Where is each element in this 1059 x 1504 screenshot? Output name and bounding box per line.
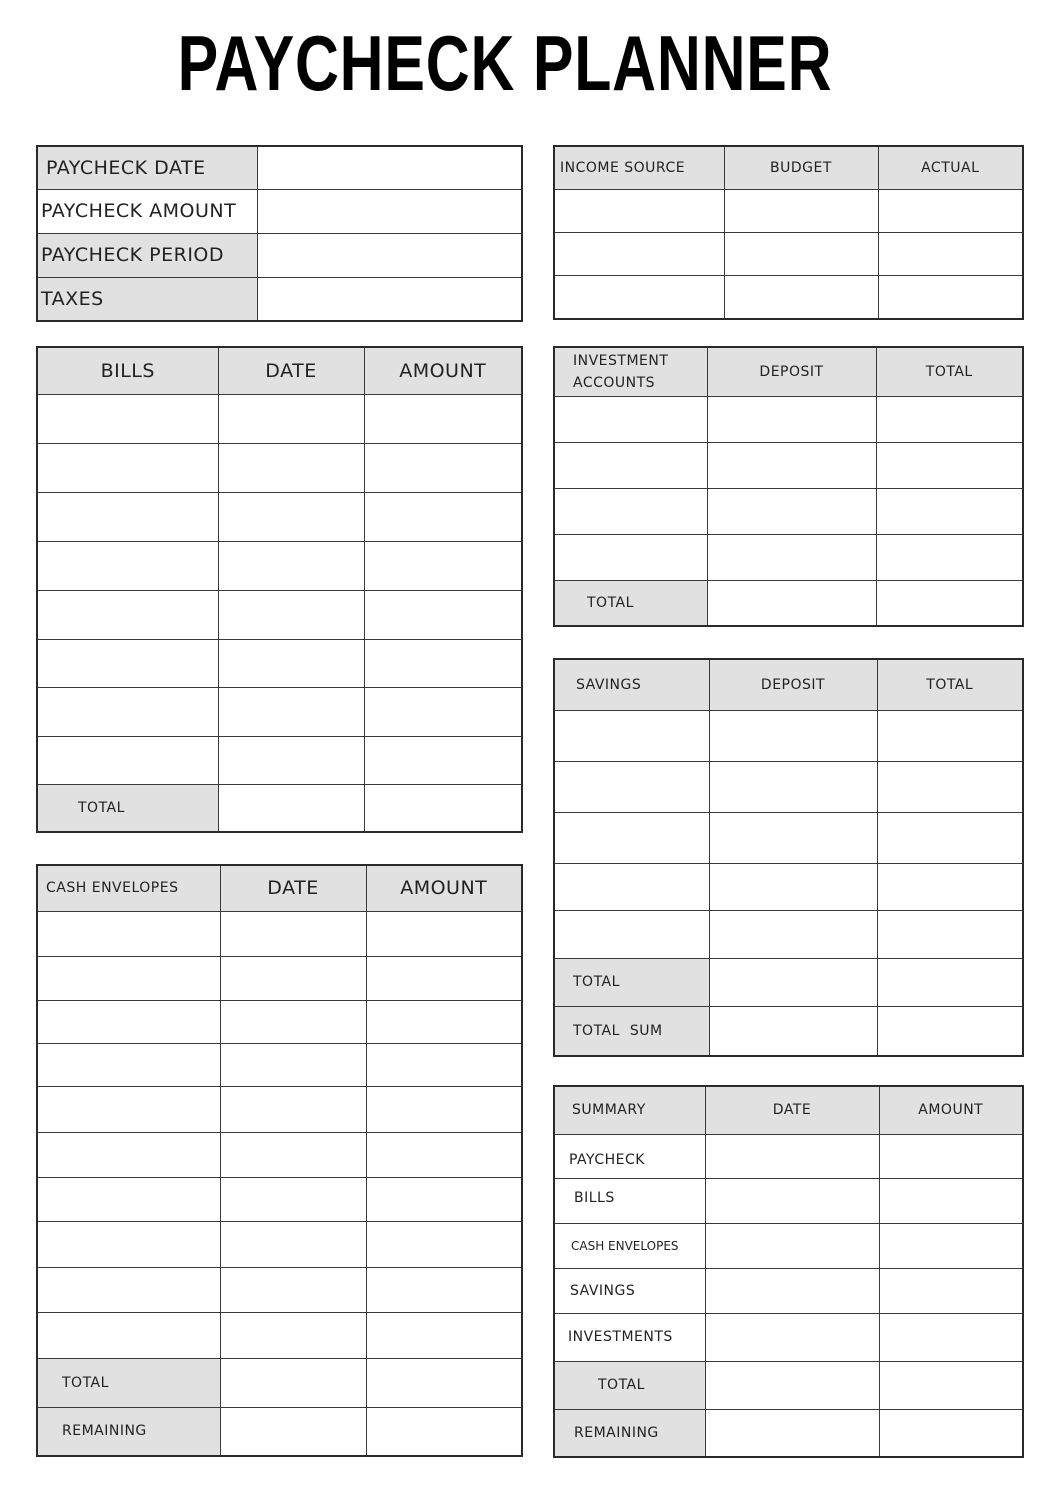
envelope-date-cell[interactable]	[220, 956, 366, 1000]
summary-savings-date-cell[interactable]	[705, 1268, 879, 1313]
summary-investments-amount-cell[interactable]	[879, 1313, 1023, 1361]
summary-bills-amount-cell[interactable]	[879, 1178, 1023, 1223]
bill-date-cell[interactable]	[218, 590, 364, 639]
bill-name-cell[interactable]	[37, 687, 218, 736]
savings-total-cell[interactable]	[877, 910, 1023, 958]
bills-header: BILLS	[37, 347, 218, 394]
investment-header-line1: INVESTMENT	[573, 352, 669, 369]
table-row	[37, 1043, 522, 1086]
savings-deposit-header: DEPOSIT	[709, 659, 877, 710]
investment-account-cell[interactable]	[554, 534, 707, 580]
envelope-amount-cell[interactable]	[366, 1267, 522, 1312]
cash-envelopes-date-header: DATE	[220, 865, 366, 911]
investments-total-total-cell[interactable]	[876, 580, 1023, 626]
summary-cash-envelopes-date-cell[interactable]	[705, 1223, 879, 1268]
table-row	[37, 1312, 522, 1358]
savings-total-cell[interactable]	[877, 863, 1023, 910]
envelope-amount-cell[interactable]	[366, 1177, 522, 1221]
table-row	[37, 736, 522, 784]
bill-date-cell[interactable]	[218, 639, 364, 687]
summary-savings-amount-cell[interactable]	[879, 1268, 1023, 1313]
investment-deposit-cell[interactable]	[707, 534, 876, 580]
investment-total-cell[interactable]	[876, 488, 1023, 534]
investments-total-label: TOTAL	[554, 580, 707, 626]
envelope-date-cell[interactable]	[220, 911, 366, 956]
summary-cash-envelopes-amount-cell[interactable]	[879, 1223, 1023, 1268]
savings-table	[553, 658, 1024, 1057]
envelope-amount-cell[interactable]	[366, 956, 522, 1000]
savings-deposit-cell[interactable]	[709, 761, 877, 812]
table-row	[554, 442, 1023, 488]
budget-cell[interactable]	[724, 189, 878, 232]
income-source-cell[interactable]	[554, 275, 724, 319]
bill-amount-cell[interactable]	[364, 590, 522, 639]
taxes-label: TAXES	[37, 277, 257, 321]
savings-total-total-cell[interactable]	[877, 958, 1023, 1006]
table-row	[554, 812, 1023, 863]
paycheck-amount-label: PAYCHECK AMOUNT	[37, 189, 257, 233]
savings-deposit-cell[interactable]	[709, 910, 877, 958]
cash-envelopes-total-label: TOTAL	[37, 1358, 220, 1407]
savings-total-sum-total-cell[interactable]	[877, 1006, 1023, 1056]
savings-name-cell[interactable]	[554, 863, 709, 910]
bills-date-header: DATE	[218, 347, 364, 394]
envelope-date-cell[interactable]	[220, 1000, 366, 1043]
income-table	[553, 145, 1024, 320]
table-row	[37, 956, 522, 1000]
cash-envelopes-remaining-date-cell[interactable]	[220, 1407, 366, 1456]
cash-envelopes-remaining-label: REMAINING	[37, 1407, 220, 1456]
bill-amount-cell[interactable]	[364, 639, 522, 687]
envelope-name-cell[interactable]	[37, 1221, 220, 1267]
summary-date-header: DATE	[705, 1086, 879, 1134]
savings-header: SAVINGS	[554, 659, 709, 710]
taxes-field[interactable]	[257, 277, 522, 321]
bill-amount-cell[interactable]	[364, 687, 522, 736]
summary-paycheck-amount-cell[interactable]	[879, 1134, 1023, 1178]
summary-investments-label: INVESTMENTS	[554, 1313, 705, 1361]
paycheck-period-field[interactable]	[257, 233, 522, 277]
savings-total-sum-label: TOTAL SUM	[554, 1006, 709, 1056]
cash-envelopes-total-date-cell[interactable]	[220, 1358, 366, 1407]
table-row	[554, 396, 1023, 442]
savings-name-cell[interactable]	[554, 710, 709, 761]
envelope-date-cell[interactable]	[220, 1043, 366, 1086]
envelope-amount-cell[interactable]	[366, 1086, 522, 1132]
budget-header: BUDGET	[724, 146, 878, 189]
table-row	[554, 275, 1023, 319]
cash-envelopes-header: CASH ENVELOPES	[37, 865, 220, 911]
table-row	[37, 639, 522, 687]
envelope-date-cell[interactable]	[220, 1267, 366, 1312]
bill-date-cell[interactable]	[218, 443, 364, 492]
investment-total-header: TOTAL	[876, 347, 1023, 396]
envelope-name-cell[interactable]	[37, 1000, 220, 1043]
investment-account-cell[interactable]	[554, 488, 707, 534]
bill-name-cell[interactable]	[37, 639, 218, 687]
paycheck-date-label: PAYCHECK DATE	[37, 146, 257, 189]
table-row	[554, 910, 1023, 958]
budget-cell[interactable]	[724, 275, 878, 319]
bill-amount-cell[interactable]	[364, 736, 522, 784]
savings-total-cell[interactable]	[877, 812, 1023, 863]
investment-header-line2: ACCOUNTS	[573, 374, 656, 391]
bill-amount-cell[interactable]	[364, 492, 522, 541]
envelope-amount-cell[interactable]	[366, 1312, 522, 1358]
income-source-cell[interactable]	[554, 232, 724, 275]
envelope-amount-cell[interactable]	[366, 1043, 522, 1086]
savings-total-deposit-cell[interactable]	[709, 958, 877, 1006]
envelope-date-cell[interactable]	[220, 1177, 366, 1221]
table-row	[554, 488, 1023, 534]
summary-amount-header: AMOUNT	[879, 1086, 1023, 1134]
bill-date-cell[interactable]	[218, 394, 364, 443]
investments-table	[553, 346, 1024, 627]
actual-header: ACTUAL	[878, 146, 1023, 189]
bill-name-cell[interactable]	[37, 443, 218, 492]
table-row	[37, 1000, 522, 1043]
bills-total-date-cell[interactable]	[218, 784, 364, 832]
budget-cell[interactable]	[724, 232, 878, 275]
bill-date-cell[interactable]	[218, 736, 364, 784]
table-row	[554, 534, 1023, 580]
bill-name-cell[interactable]	[37, 492, 218, 541]
table-row	[37, 394, 522, 443]
envelope-amount-cell[interactable]	[366, 1221, 522, 1267]
envelope-name-cell[interactable]	[37, 1267, 220, 1312]
table-row	[37, 590, 522, 639]
table-row	[37, 1132, 522, 1177]
savings-name-cell[interactable]	[554, 761, 709, 812]
savings-total-header: TOTAL	[877, 659, 1023, 710]
table-row	[37, 492, 522, 541]
investments-total-deposit-cell[interactable]	[707, 580, 876, 626]
table-row	[554, 761, 1023, 812]
table-row	[554, 189, 1023, 232]
savings-name-cell[interactable]	[554, 812, 709, 863]
envelope-name-cell[interactable]	[37, 1086, 220, 1132]
table-row	[554, 863, 1023, 910]
investment-total-cell[interactable]	[876, 396, 1023, 442]
investment-total-cell[interactable]	[876, 534, 1023, 580]
investment-deposit-cell[interactable]	[707, 488, 876, 534]
table-row	[37, 911, 522, 956]
envelope-date-cell[interactable]	[220, 1221, 366, 1267]
bills-amount-header: AMOUNT	[364, 347, 522, 394]
bill-amount-cell[interactable]	[364, 541, 522, 590]
summary-paycheck-label: PAYCHECK	[554, 1134, 705, 1178]
table-row	[37, 1086, 522, 1132]
income-source-header: INCOME SOURCE	[554, 146, 724, 189]
cash-envelopes-remaining-amount-cell[interactable]	[366, 1407, 522, 1456]
actual-cell[interactable]	[878, 275, 1023, 319]
table-row	[37, 1177, 522, 1221]
paycheck-date-field[interactable]	[257, 146, 522, 189]
envelope-name-cell[interactable]	[37, 1312, 220, 1358]
bills-total-label: TOTAL	[37, 784, 218, 832]
bill-amount-cell[interactable]	[364, 394, 522, 443]
envelope-date-cell[interactable]	[220, 1132, 366, 1177]
investment-deposit-cell[interactable]	[707, 442, 876, 488]
table-row	[554, 710, 1023, 761]
investment-account-cell[interactable]	[554, 396, 707, 442]
envelope-amount-cell[interactable]	[366, 1132, 522, 1177]
summary-remaining-amount-cell[interactable]	[879, 1409, 1023, 1457]
savings-total-cell[interactable]	[877, 710, 1023, 761]
savings-total-label: TOTAL	[554, 958, 709, 1006]
summary-savings-label: SAVINGS	[554, 1268, 705, 1313]
cash-envelopes-total-amount-cell[interactable]	[366, 1358, 522, 1407]
savings-deposit-cell[interactable]	[709, 863, 877, 910]
page-title: PAYCHECK PLANNER	[177, 19, 833, 107]
bill-name-cell[interactable]	[37, 590, 218, 639]
bill-date-cell[interactable]	[218, 541, 364, 590]
savings-name-cell[interactable]	[554, 910, 709, 958]
table-row	[37, 1221, 522, 1267]
envelope-name-cell[interactable]	[37, 1177, 220, 1221]
bill-name-cell[interactable]	[37, 394, 218, 443]
envelope-date-cell[interactable]	[220, 1312, 366, 1358]
bill-name-cell[interactable]	[37, 736, 218, 784]
envelope-amount-cell[interactable]	[366, 1000, 522, 1043]
bill-amount-cell[interactable]	[364, 443, 522, 492]
summary-investments-date-cell[interactable]	[705, 1313, 879, 1361]
summary-bills-date-cell[interactable]	[705, 1178, 879, 1223]
table-row	[37, 687, 522, 736]
investment-account-cell[interactable]	[554, 442, 707, 488]
bills-total-amount-cell[interactable]	[364, 784, 522, 832]
summary-bills-label: BILLS	[554, 1178, 705, 1223]
savings-total-sum-deposit-cell[interactable]	[709, 1006, 877, 1056]
envelope-date-cell[interactable]	[220, 1086, 366, 1132]
savings-deposit-cell[interactable]	[709, 812, 877, 863]
envelope-amount-cell[interactable]	[366, 911, 522, 956]
investment-deposit-cell[interactable]	[707, 396, 876, 442]
paycheck-amount-field[interactable]	[257, 189, 522, 233]
envelope-name-cell[interactable]	[37, 956, 220, 1000]
summary-cash-envelopes-label: CASH ENVELOPES	[554, 1223, 705, 1268]
actual-cell[interactable]	[878, 189, 1023, 232]
summary-header: SUMMARY	[554, 1086, 705, 1134]
table-row	[554, 232, 1023, 275]
summary-total-label: TOTAL	[554, 1361, 705, 1409]
bill-date-cell[interactable]	[218, 687, 364, 736]
paycheck-info-table	[36, 145, 523, 322]
bills-table	[36, 346, 523, 833]
envelope-name-cell[interactable]	[37, 1043, 220, 1086]
summary-remaining-date-cell[interactable]	[705, 1409, 879, 1457]
summary-paycheck-date-cell[interactable]	[705, 1134, 879, 1178]
summary-total-amount-cell[interactable]	[879, 1361, 1023, 1409]
bill-name-cell[interactable]	[37, 541, 218, 590]
summary-remaining-label: REMAINING	[554, 1409, 705, 1457]
investment-accounts-header	[554, 347, 707, 396]
savings-total-cell[interactable]	[877, 761, 1023, 812]
table-row	[37, 1267, 522, 1312]
income-source-cell[interactable]	[554, 189, 724, 232]
table-row	[37, 541, 522, 590]
table-row	[37, 443, 522, 492]
investment-deposit-header: DEPOSIT	[707, 347, 876, 396]
summary-total-date-cell[interactable]	[705, 1361, 879, 1409]
actual-cell[interactable]	[878, 232, 1023, 275]
summary-table	[553, 1085, 1024, 1458]
savings-deposit-cell[interactable]	[709, 710, 877, 761]
envelope-name-cell[interactable]	[37, 1132, 220, 1177]
cash-envelopes-amount-header: AMOUNT	[366, 865, 522, 911]
envelope-name-cell[interactable]	[37, 911, 220, 956]
paycheck-period-label: PAYCHECK PERIOD	[37, 233, 257, 277]
bill-date-cell[interactable]	[218, 492, 364, 541]
investment-total-cell[interactable]	[876, 442, 1023, 488]
cash-envelopes-table	[36, 864, 523, 1457]
